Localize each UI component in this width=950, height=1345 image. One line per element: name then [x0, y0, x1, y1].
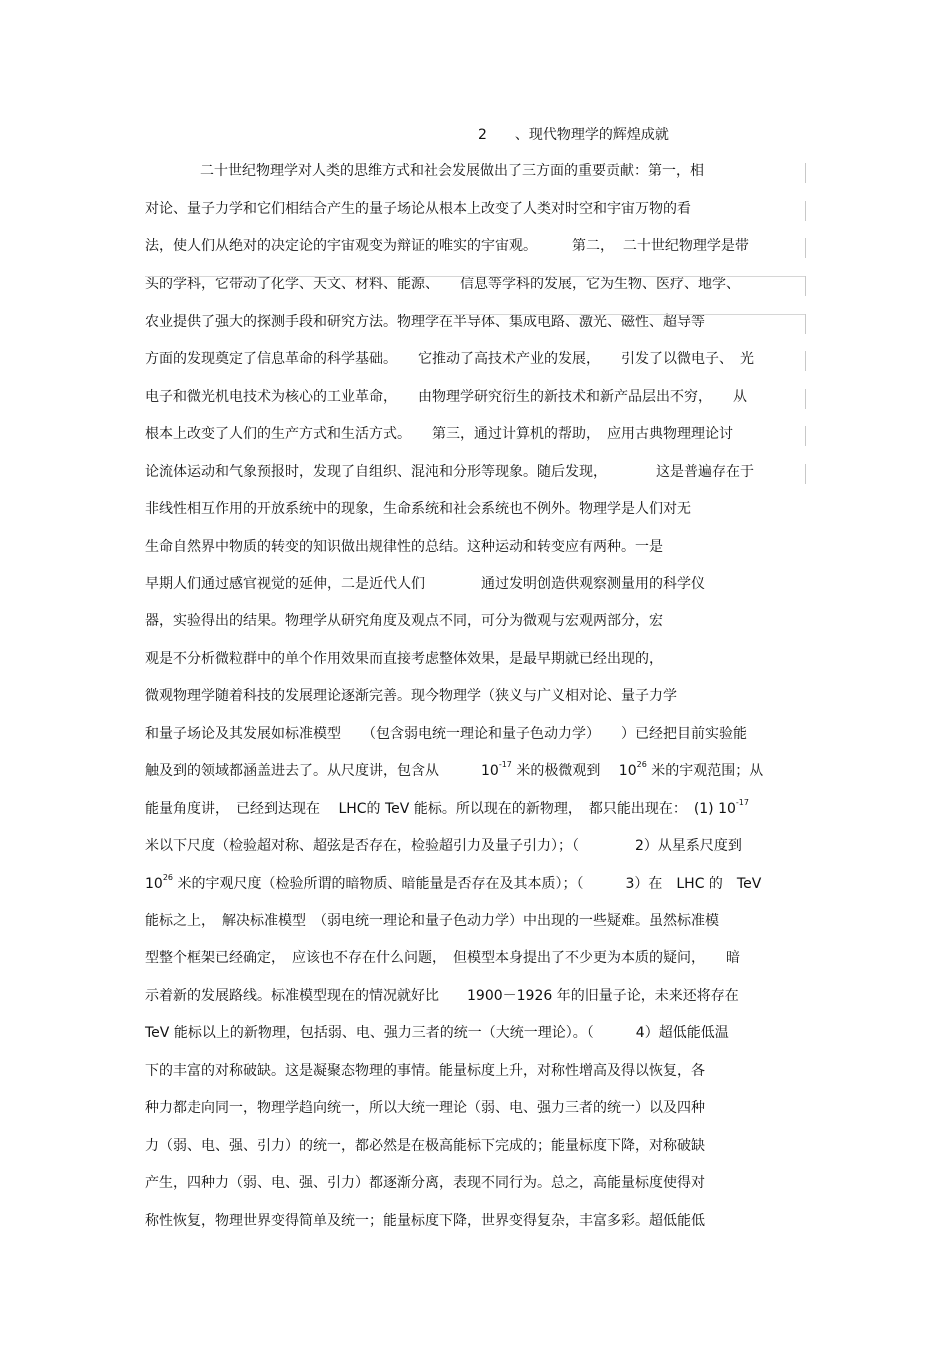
text-segment: 触及到的领域都涵盖进去了。从尺度讲，包含从 10 [145, 763, 499, 779]
text-line: 观是不分析微粒群中的单个作用效果而直接考虑整体效果，是最早期就已经出现的， [145, 651, 663, 667]
margin-rule [805, 314, 806, 334]
scan-hairline [145, 276, 805, 277]
text-line: 对论、量子力学和它们相结合产生的量子场论从根本上改变了人类对时空和宇宙万物的看 [145, 201, 691, 217]
text-line: 早期人们通过感官视觉的延伸，二是近代人们 通过发明创造供观察测量用的科学仪 [145, 576, 705, 592]
text-line: 能标之上， 解决标准模型 （弱电统一理论和量子色动力学）中出现的一些疑难。虽然标准模 [145, 913, 719, 929]
text-line: 种力都走向同一，物理学趋向统一，所以大统一理论（弱、电、强力三者的统一）以及四种 [145, 1100, 705, 1116]
section-heading [478, 124, 669, 144]
text-line [145, 761, 763, 781]
text-segment: 米的宇观范围；从 [646, 763, 764, 779]
text-line: 根本上改变了人们的生产方式和生活方式。 第三，通过计算机的帮助， 应用古典物理理论讨 [145, 426, 733, 442]
text-line: 方面的发现奠定了信息革命的科学基础。 它推动了高技术产业的发展， 引发了以微电子、 光 [145, 351, 754, 367]
text-segment: 10 [145, 876, 163, 892]
margin-rule [805, 276, 806, 296]
text-line: 法，使人们从绝对的决定论的宇宙观变为辩证的唯实的宇宙观。 第二， 二十世纪物理学是带 [145, 238, 749, 254]
text-line: 称性恢复，物理世界变得简单及统一；能量标度下降，世界变得复杂，丰富多彩。超低能低 [145, 1213, 705, 1229]
text-line: 力（弱、电、强、引力）的统一，都必然是在极高能标下完成的；能量标度下降，对称破缺 [145, 1138, 705, 1154]
text-segment: 米的宇观尺度（检验所谓的暗物质、暗能量是否存在及其本质）；（ 3）在 LHC 的 TeV [173, 876, 762, 892]
text-line: 和量子场论及其发展如标准模型 （包含弱电统一理论和量子色动力学） ）已经把目前实验能 [145, 726, 747, 742]
margin-rule [805, 426, 806, 446]
section-title: 、现代物理学的辉煌成就 [514, 127, 669, 143]
text-line: 头的学科，它带动了化学、天文、材料、能源、 信息等学科的发展，它为生物、医疗、地学、 [145, 276, 740, 292]
margin-rule [805, 163, 806, 183]
text-segment: 米的极微观到 10 [511, 763, 637, 779]
margin-rule [805, 201, 806, 221]
section-number: 2 [478, 127, 487, 143]
text-line: 示着新的发展路线。标准模型现在的情况就好比 1900－1926 年的旧量子论，未来还将存在 [145, 988, 739, 1004]
text-line: 下的丰富的对称破缺。这是凝聚态物理的事情。能量标度上升，对称性增高及得以恢复，各 [145, 1063, 705, 1079]
exponent: 26 [162, 873, 174, 882]
exponent: 26 [636, 760, 647, 769]
margin-rule [805, 464, 806, 484]
text-line: 产生，四种力（弱、电、强、引力）都逐渐分离，表现不同行为。总之，高能量标度使得对 [145, 1175, 705, 1191]
text-line: 生命自然界中物质的转变的知识做出规律性的总结。这种运动和转变应有两种。一是 [145, 539, 663, 555]
text-line [145, 799, 749, 819]
text-line: 器，实验得出的结果。物理学从研究角度及观点不同，可分为微观与宏观两部分，宏 [145, 613, 663, 629]
margin-rule [805, 351, 806, 371]
margin-rule [805, 238, 806, 258]
exponent: -17 [735, 798, 749, 807]
text-line: 二十世纪物理学对人类的思维方式和社会发展做出了三方面的重要贡献：第一，相 [200, 163, 704, 179]
text-line: 论流体运动和气象预报时，发现了自组织、混沌和分形等现象。随后发现， 这是普遍存在于 [145, 464, 754, 480]
text-line: 电子和微光机电技术为核心的工业革命， 由物理学研究衍生的新技术和新产品层出不穷， 从 [145, 389, 747, 405]
text-line: 非线性相互作用的开放系统中的现象，生命系统和社会系统也不例外。物理学是人们对无 [145, 501, 691, 517]
text-line [145, 874, 761, 894]
margin-rule [805, 389, 806, 409]
text-segment: 能量角度讲， 已经到达现在 LHC的 TeV 能标。所以现在的新物理， 都只能出现在： (1) 10 [145, 801, 736, 817]
text-line: 型整个框架已经确定， 应该也不存在什么问题， 但模型本身提出了不少更为本质的疑问， 暗 [145, 950, 740, 966]
text-line: 米以下尺度（检验超对称、超弦是否存在，检验超引力及量子引力）；（ 2）从星系尺度到 [145, 838, 742, 854]
exponent: -17 [498, 760, 512, 769]
text-line: 微观物理学随着科技的发展理论逐渐完善。现今物理学（狭义与广义相对论、量子力学 [145, 688, 677, 704]
text-line: 农业提供了强大的探测手段和研究方法。物理学在半导体、集成电路、激光、磁性、超导等 [145, 314, 705, 330]
scan-hairline [420, 314, 805, 315]
text-line: TeV 能标以上的新物理，包括弱、电、强力三者的统一（大统一理论）。（ 4）超低能低温 [145, 1025, 729, 1041]
